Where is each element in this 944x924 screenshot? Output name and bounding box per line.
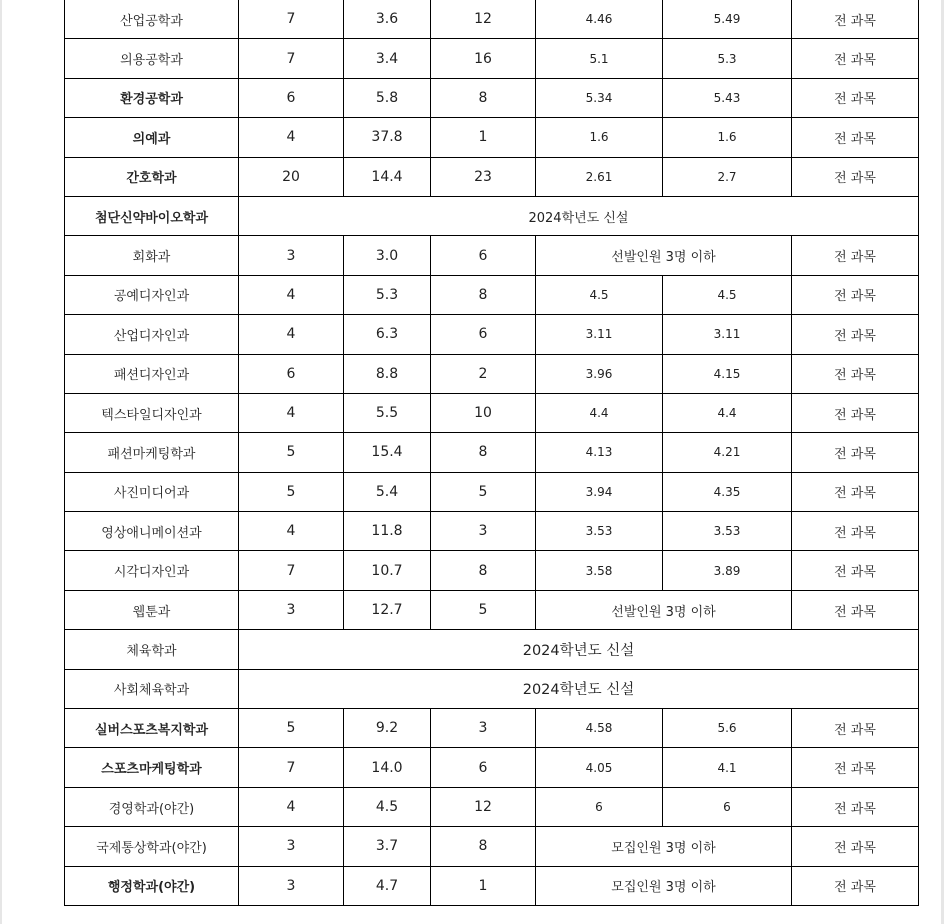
competition-ratio-cell: 3.0: [344, 236, 431, 275]
quota-cell: 6: [239, 78, 344, 117]
waitlist-rank-cell: 5: [431, 472, 536, 511]
competition-ratio-cell: 12.7: [344, 590, 431, 629]
table-row: [65, 0, 919, 39]
table-row: [65, 630, 919, 669]
competition-ratio-cell: 3.7: [344, 827, 431, 866]
grade-note-cell: 선발인원 3명 이하: [536, 236, 792, 275]
grade-cutoff-cell: 3.53: [663, 512, 792, 551]
table-row: [65, 78, 919, 117]
department-name-cell: 산업공학과: [65, 0, 239, 39]
department-name-cell: 사진미디어과: [65, 472, 239, 511]
department-name-cell: 공예디자인과: [65, 275, 239, 314]
department-name-cell: 환경공학과: [65, 78, 239, 117]
reflected-subjects-cell: 전 과목: [792, 354, 919, 393]
reflected-subjects-cell: 전 과목: [792, 118, 919, 157]
reflected-subjects-cell: 전 과목: [792, 157, 919, 196]
quota-cell: 4: [239, 512, 344, 551]
table-row: [65, 354, 919, 393]
reflected-subjects-cell: 전 과목: [792, 590, 919, 629]
grade-average-cell: 4.4: [536, 393, 663, 432]
department-name-cell: 패션마케팅학과: [65, 433, 239, 472]
department-name-cell: 경영학과(야간): [65, 787, 239, 826]
competition-ratio-cell: 14.4: [344, 157, 431, 196]
reflected-subjects-cell: 전 과목: [792, 39, 919, 78]
quota-cell: 4: [239, 275, 344, 314]
left-page-edge: [0, 0, 2, 924]
table-row: [65, 866, 919, 905]
competition-ratio-cell: 37.8: [344, 118, 431, 157]
table-row: [65, 748, 919, 787]
quota-cell: 7: [239, 39, 344, 78]
table-row: [65, 236, 919, 275]
competition-ratio-cell: 4.7: [344, 866, 431, 905]
competition-ratio-cell: 11.8: [344, 512, 431, 551]
competition-ratio-cell: 9.2: [344, 709, 431, 748]
quota-cell: 5: [239, 709, 344, 748]
department-name-cell: 사회체육학과: [65, 669, 239, 708]
department-name-cell: 텍스타일디자인과: [65, 393, 239, 432]
grade-cutoff-cell: 2.7: [663, 157, 792, 196]
waitlist-rank-cell: 8: [431, 433, 536, 472]
department-name-cell: 간호학과: [65, 157, 239, 196]
table-body: [65, 0, 919, 905]
admissions-results-table: [64, 0, 919, 906]
grade-note-cell: 모집인원 3명 이하: [536, 827, 792, 866]
table-row: [65, 551, 919, 590]
table-row: [65, 39, 919, 78]
waitlist-rank-cell: 1: [431, 118, 536, 157]
quota-cell: 4: [239, 118, 344, 157]
grade-average-cell: 3.11: [536, 315, 663, 354]
quota-cell: 5: [239, 472, 344, 511]
grade-note-cell: 모집인원 3명 이하: [536, 866, 792, 905]
grade-cutoff-cell: 4.35: [663, 472, 792, 511]
grade-cutoff-cell: 4.15: [663, 354, 792, 393]
grade-average-cell: 6: [536, 787, 663, 826]
waitlist-rank-cell: 23: [431, 157, 536, 196]
reflected-subjects-cell: 전 과목: [792, 236, 919, 275]
department-name-cell: 패션디자인과: [65, 354, 239, 393]
waitlist-rank-cell: 1: [431, 866, 536, 905]
reflected-subjects-cell: 전 과목: [792, 866, 919, 905]
reflected-subjects-cell: 전 과목: [792, 748, 919, 787]
table-row: [65, 472, 919, 511]
competition-ratio-cell: 5.3: [344, 275, 431, 314]
grade-cutoff-cell: 3.89: [663, 551, 792, 590]
quota-cell: 4: [239, 393, 344, 432]
quota-cell: 20: [239, 157, 344, 196]
quota-cell: 3: [239, 866, 344, 905]
waitlist-rank-cell: 16: [431, 39, 536, 78]
competition-ratio-cell: 10.7: [344, 551, 431, 590]
reflected-subjects-cell: 전 과목: [792, 78, 919, 117]
competition-ratio-cell: 5.5: [344, 393, 431, 432]
competition-ratio-cell: 4.5: [344, 787, 431, 826]
reflected-subjects-cell: 전 과목: [792, 275, 919, 314]
competition-ratio-cell: 3.6: [344, 0, 431, 39]
grade-average-cell: 4.5: [536, 275, 663, 314]
department-name-cell: 첨단신약바이오학과: [65, 196, 239, 235]
reflected-subjects-cell: 전 과목: [792, 709, 919, 748]
quota-cell: 5: [239, 433, 344, 472]
table-row: [65, 512, 919, 551]
new-department-note-cell: 2024학년도 신설: [239, 196, 919, 235]
department-name-cell: 시각디자인과: [65, 551, 239, 590]
waitlist-rank-cell: 8: [431, 827, 536, 866]
waitlist-rank-cell: 6: [431, 236, 536, 275]
quota-cell: 7: [239, 748, 344, 787]
grade-average-cell: 5.1: [536, 39, 663, 78]
department-name-cell: 웹툰과: [65, 590, 239, 629]
table-row: [65, 118, 919, 157]
reflected-subjects-cell: 전 과목: [792, 0, 919, 39]
grade-cutoff-cell: 4.4: [663, 393, 792, 432]
grade-average-cell: 4.13: [536, 433, 663, 472]
grade-cutoff-cell: 1.6: [663, 118, 792, 157]
reflected-subjects-cell: 전 과목: [792, 551, 919, 590]
table-row: [65, 315, 919, 354]
quota-cell: 7: [239, 0, 344, 39]
table-row: [65, 590, 919, 629]
department-name-cell: 실버스포츠복지학과: [65, 709, 239, 748]
competition-ratio-cell: 3.4: [344, 39, 431, 78]
waitlist-rank-cell: 6: [431, 315, 536, 354]
department-name-cell: 행정학과(야간): [65, 866, 239, 905]
table-row: [65, 669, 919, 708]
competition-ratio-cell: 8.8: [344, 354, 431, 393]
quota-cell: 6: [239, 354, 344, 393]
department-name-cell: 회화과: [65, 236, 239, 275]
grade-cutoff-cell: 5.3: [663, 39, 792, 78]
grade-cutoff-cell: 5.6: [663, 709, 792, 748]
grade-average-cell: 3.96: [536, 354, 663, 393]
table-row: [65, 275, 919, 314]
waitlist-rank-cell: 12: [431, 0, 536, 39]
reflected-subjects-cell: 전 과목: [792, 433, 919, 472]
reflected-subjects-cell: 전 과목: [792, 787, 919, 826]
department-name-cell: 의용공학과: [65, 39, 239, 78]
grade-average-cell: 3.53: [536, 512, 663, 551]
grade-average-cell: 4.58: [536, 709, 663, 748]
waitlist-rank-cell: 8: [431, 551, 536, 590]
waitlist-rank-cell: 3: [431, 709, 536, 748]
competition-ratio-cell: 5.4: [344, 472, 431, 511]
reflected-subjects-cell: 전 과목: [792, 393, 919, 432]
waitlist-rank-cell: 2: [431, 354, 536, 393]
grade-average-cell: 5.34: [536, 78, 663, 117]
grade-average-cell: 2.61: [536, 157, 663, 196]
grade-cutoff-cell: 3.11: [663, 315, 792, 354]
grade-cutoff-cell: 6: [663, 787, 792, 826]
reflected-subjects-cell: 전 과목: [792, 472, 919, 511]
department-name-cell: 스포츠마케팅학과: [65, 748, 239, 787]
waitlist-rank-cell: 3: [431, 512, 536, 551]
department-name-cell: 국제통상학과(야간): [65, 827, 239, 866]
department-name-cell: 체육학과: [65, 630, 239, 669]
table-row: [65, 787, 919, 826]
department-name-cell: 의예과: [65, 118, 239, 157]
grade-cutoff-cell: 5.43: [663, 78, 792, 117]
grade-average-cell: 3.94: [536, 472, 663, 511]
table-row: [65, 827, 919, 866]
grade-cutoff-cell: 5.49: [663, 0, 792, 39]
competition-ratio-cell: 6.3: [344, 315, 431, 354]
department-name-cell: 영상애니메이션과: [65, 512, 239, 551]
waitlist-rank-cell: 6: [431, 748, 536, 787]
quota-cell: 3: [239, 827, 344, 866]
waitlist-rank-cell: 12: [431, 787, 536, 826]
department-name-cell: 산업디자인과: [65, 315, 239, 354]
quota-cell: 7: [239, 551, 344, 590]
reflected-subjects-cell: 전 과목: [792, 827, 919, 866]
waitlist-rank-cell: 10: [431, 393, 536, 432]
quota-cell: 3: [239, 590, 344, 629]
quota-cell: 4: [239, 315, 344, 354]
grade-cutoff-cell: 4.1: [663, 748, 792, 787]
new-department-note-cell: 2024학년도 신설: [239, 669, 919, 708]
table-row: [65, 196, 919, 235]
reflected-subjects-cell: 전 과목: [792, 315, 919, 354]
grade-note-cell: 선발인원 3명 이하: [536, 590, 792, 629]
competition-ratio-cell: 15.4: [344, 433, 431, 472]
grade-cutoff-cell: 4.5: [663, 275, 792, 314]
quota-cell: 4: [239, 787, 344, 826]
table-row: [65, 157, 919, 196]
competition-ratio-cell: 5.8: [344, 78, 431, 117]
grade-average-cell: 4.46: [536, 0, 663, 39]
waitlist-rank-cell: 8: [431, 275, 536, 314]
grade-cutoff-cell: 4.21: [663, 433, 792, 472]
waitlist-rank-cell: 8: [431, 78, 536, 117]
quota-cell: 3: [239, 236, 344, 275]
grade-average-cell: 1.6: [536, 118, 663, 157]
table-row: [65, 433, 919, 472]
reflected-subjects-cell: 전 과목: [792, 512, 919, 551]
table-row: [65, 709, 919, 748]
waitlist-rank-cell: 5: [431, 590, 536, 629]
table-row: [65, 393, 919, 432]
grade-average-cell: 3.58: [536, 551, 663, 590]
grade-average-cell: 4.05: [536, 748, 663, 787]
competition-ratio-cell: 14.0: [344, 748, 431, 787]
new-department-note-cell: 2024학년도 신설: [239, 630, 919, 669]
